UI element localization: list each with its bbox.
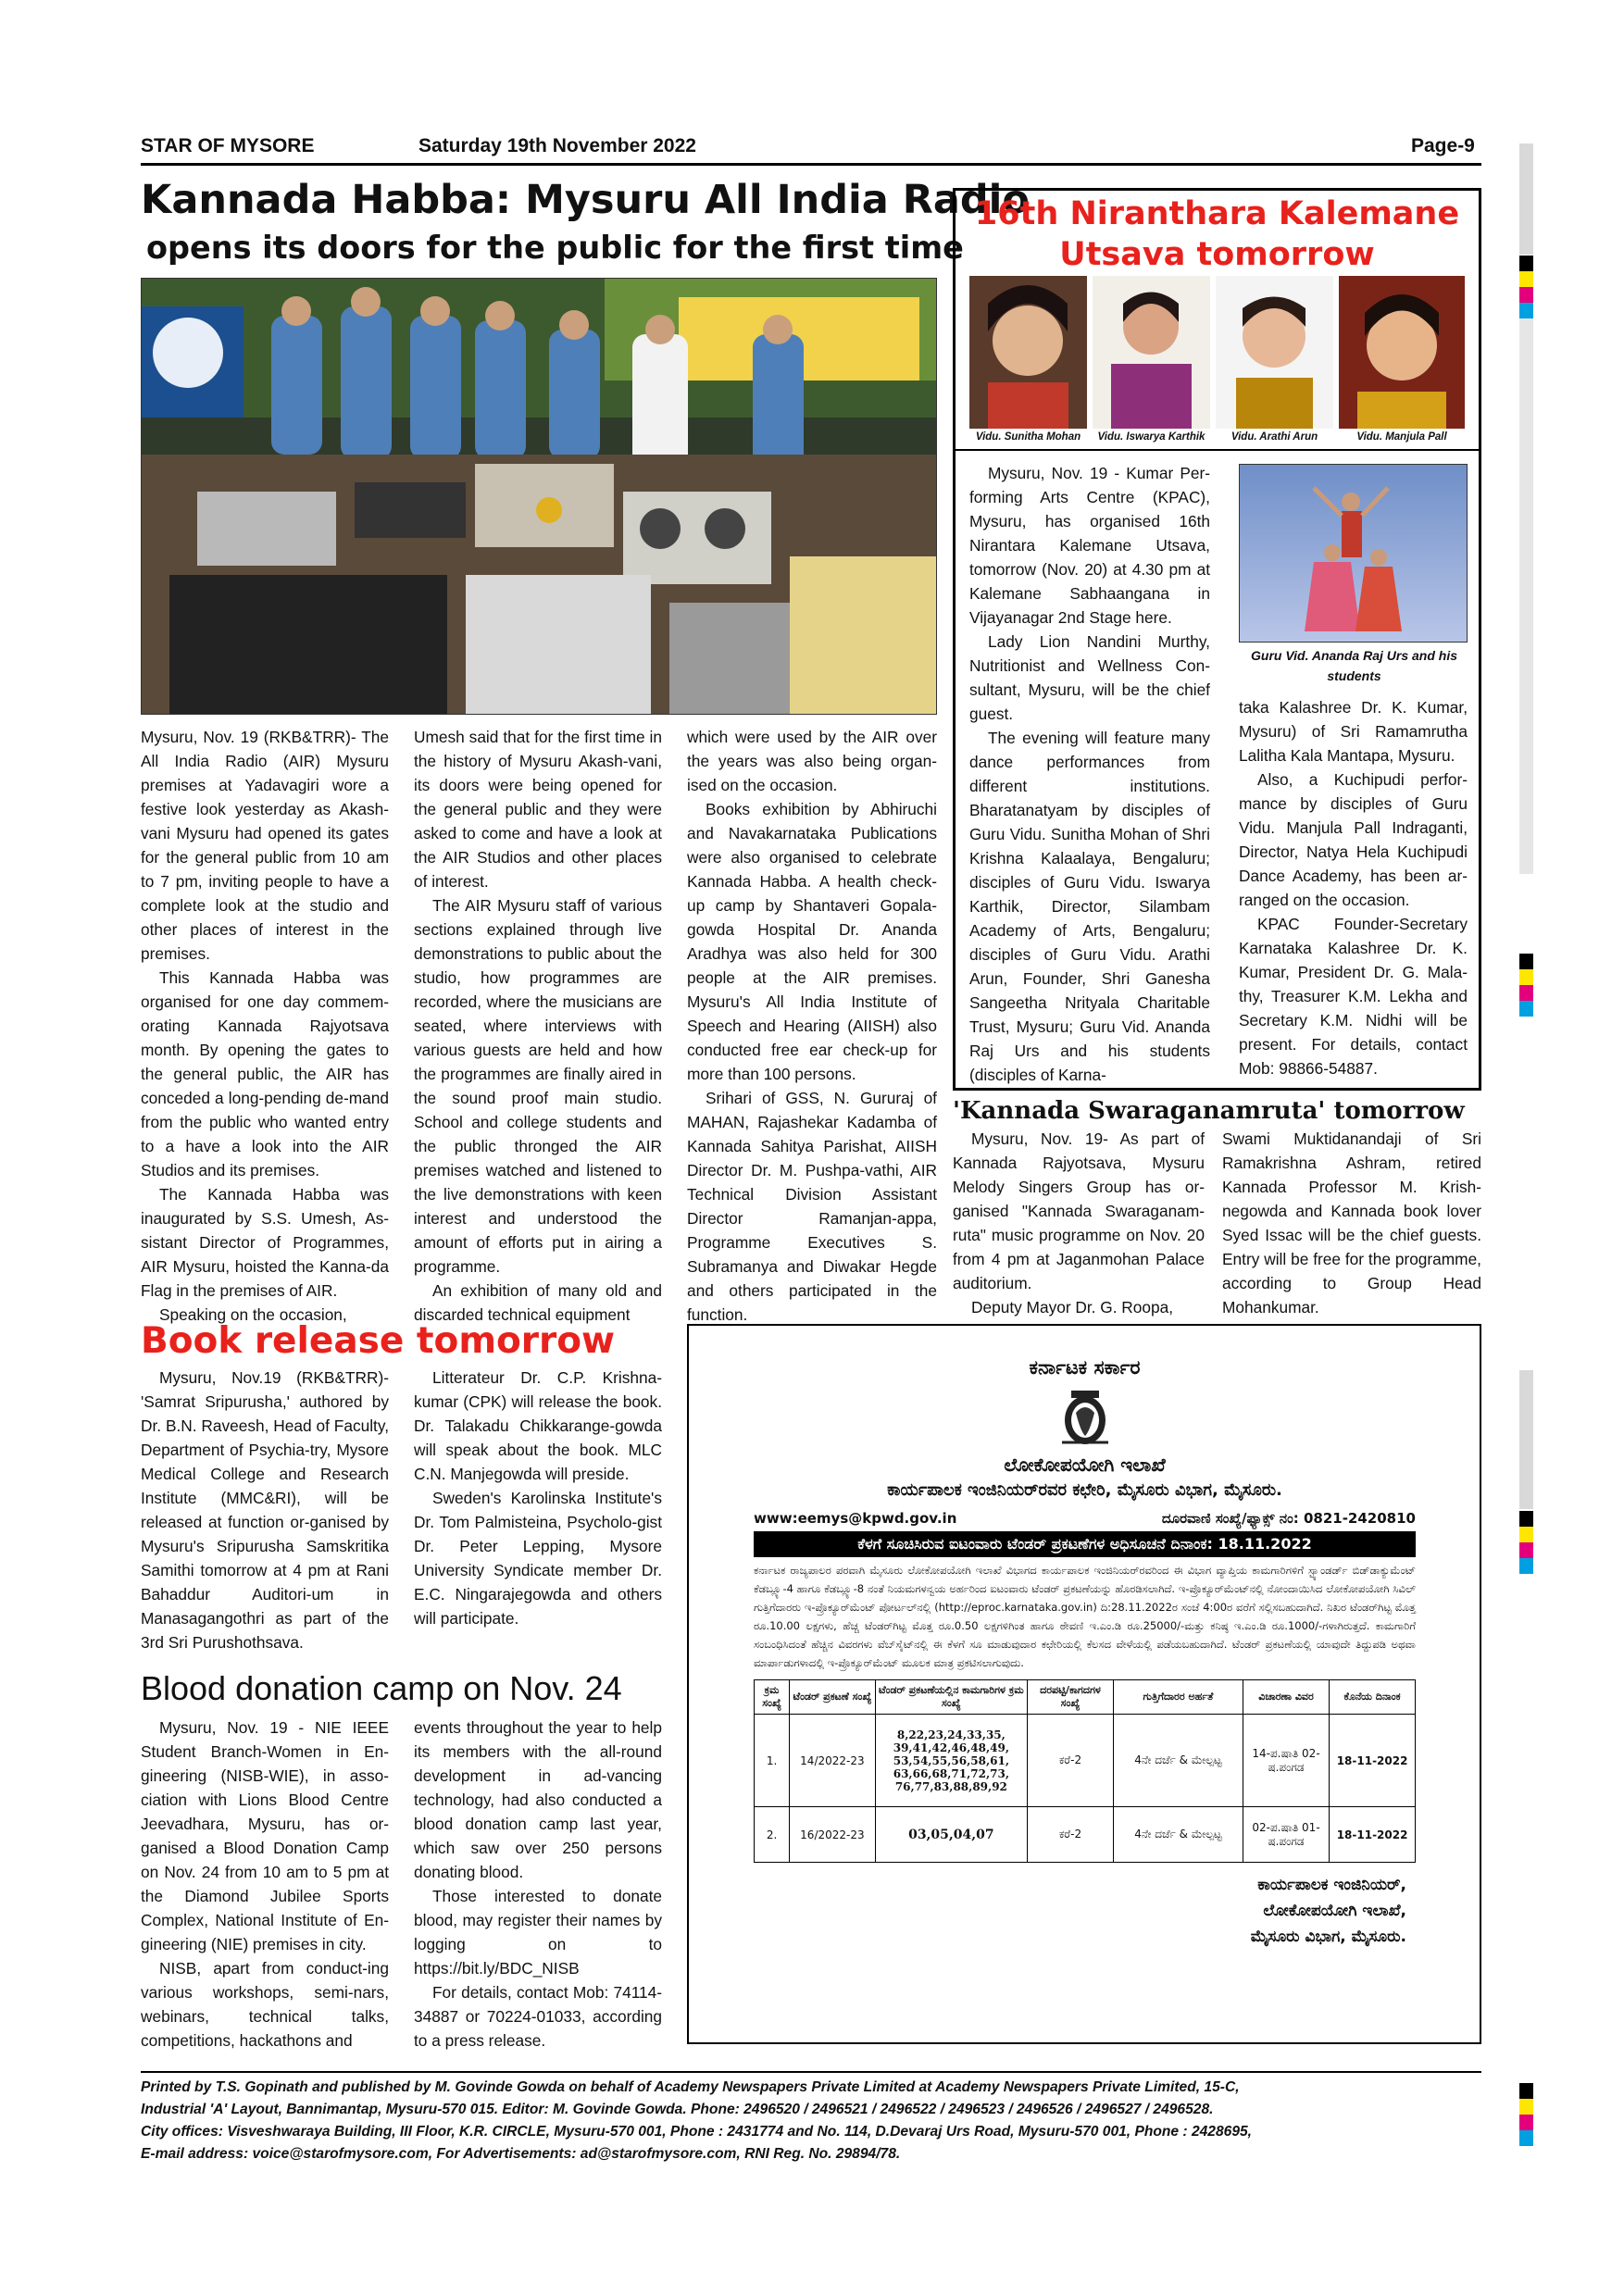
registration-strip-magenta (1519, 1542, 1533, 1558)
table-row (755, 1715, 1416, 1807)
tender-cell: 14/2022-23 (790, 1715, 876, 1807)
air-exhibition-photo (141, 278, 937, 715)
tender-cell: 14-ಪ.ಷಾತಿ 02-ಷ.ಪಂಗಡ (1243, 1715, 1329, 1807)
swara-paragraph: Mysuru, Nov. 19- As part of Kannada Rajyotsava, Mysuru Melody Singers Group has or-ganised "Kannada Swaraganam-ruta" music programme on Nov. 20 from 4 pm at Jaganmohan Palace auditorium. (953, 1129, 1205, 1292)
tender-table-header (755, 1680, 1416, 1715)
tender-col-header: ಟೆಂಡರ್ ಪ್ರಕಟಣೆಯಲ್ಲಿನ ಕಾಮಗಾರಿಗಳ ಕ್ರಮ ಸಂಖ್ಯೆ (875, 1680, 1027, 1715)
air-paragraph: Books exhibition by Abhiruchi and Navakarnataka Publications were also organised to celebrate Kannada Habba. A health check-up camp by Shantaveri Gopala-gowda Hospital Dr. Ananda Aradhya was also held for 300 people at the AIR premises. Mysuru's All India Institute of Speech and Hearing (AIISH) also conducted free ear check-up for more than 100 persons. (687, 800, 937, 1083)
tender-cell: 1. (755, 1715, 790, 1807)
tender-table (754, 1679, 1416, 1863)
caption-manjula-pall: Vidu. Manjula Pall (1356, 431, 1447, 443)
registration-strip-black (1519, 256, 1533, 271)
kalemane-headline-sub: Utsava tomorrow (1059, 236, 1375, 273)
air-headline-main: Kannada Habba: Mysuru All India Radio (141, 177, 1030, 223)
kalemane-paragraph: taka Kalashree Dr. K. Kumar, Mysuru) of Sri Ramamrutha Lalitha Kala Mantapa, Mysuru. (1239, 698, 1468, 765)
table-row (755, 1807, 1416, 1863)
registration-strip-yellow (1519, 1527, 1533, 1542)
air-column-2 (414, 725, 662, 1327)
registration-strip-cyan (1519, 2130, 1533, 2146)
blood-column-2 (414, 1716, 662, 2053)
air-paragraph: Speaking on the occasion, (159, 1305, 347, 1324)
portrait-iswarya-karthik (1093, 276, 1210, 429)
swara-column-1 (953, 1127, 1205, 1319)
signature-line: ಮೈಸೂರು ವಿಭಾಗ, ಮೈಸೂರು. (1250, 1928, 1406, 1946)
air-paragraph: An exhibition of many old and discarded technical equipment (414, 1281, 662, 1324)
air-column-1 (141, 725, 389, 1327)
blood-paragraph: NISB, apart from conduct-ing various workshops, semi-nars, webinars, technical talks, competitions, hackathons and (141, 1959, 389, 2050)
registration-strip-yellow (1519, 2099, 1533, 2115)
tender-body: ಕರ್ನಾಟಕ ರಾಜ್ಯಪಾಲರ ಪರವಾಗಿ ಮೈಸೂರು ಲೋಕೋಪಯೋಗಿ ಇಲಾಖೆ ವಿಭಾಗದ ಕಾರ್ಯಪಾಲಕ ಇಂಜಿನಿಯರ್‌ರವರಿಂದ ಈ ವಿಭಾಗ ವ್ಯಾಪ್ತಿಯ ಕಾಮಗಾರಿಗಳಿಗೆ ಸ್ಟ್ಯಾಂಡರ್ಡ್ ಬಿಡ್‌ಡಾಕ್ಯುಮೆಂಟ್ ಕೆಡಬ್ಲ್ಯೂ-4 ಹಾಗೂ ಕೆಡಬ್ಲ್ಯೂ-8 ನಂತೆ ನಿಯಮಗಳನ್ವಯ ಅರ್ಹರಿಂದ ಐಟಂವಾರು ಟೆಂಡರ್ ಪ್ರಕಟಣೆಯನ್ನು ಹೊರಡಿಸಲಾಗಿದೆ. ಇ-ಪ್ರೊಕ್ಯೂರ್‌ಮೆಂಟ್‌ನಲ್ಲಿ ನೋಂದಾಯಿಸಿದ ಲೋಕೋಪಯೋಗಿ ಸಿವಿಲ್ ಗುತ್ತಿಗೆದಾರರು ಇ-ಪ್ರೊಕ್ಯೂರ್‌ಮೆಂಟ್ ಪೋರ್ಟಲ್‌ನಲ್ಲಿ (http://eproc.karnataka.gov.in) ದಿ:28.11.2022ರ ಸಂಜೆ 4:00ರ ವರೆಗೆ ಸಲ್ಲಿಸಬಹುದಾಗಿದೆ. ನಿಖರ ಟೆಂಡರ್‌ಗಿಟ್ಟ ಮೊತ್ತ ರೂ.10.00 ಲಕ್ಷಗಳು, ಹೆಚ್ಚ ಟೆಂಡರ್‌ಗಿಟ್ಟ ಮೊತ್ತ ರೂ.0.50 ಲಕ್ಷಗಳಿಗಿಂತ ಹಾಗೂ ಠೇವಣಿ ಇ.ಎಂ.ಡಿ ರೂ.25000/-ಮತ್ತು ಕನಿಷ್ಠ ಇ.ಎಂ.ಡಿ ರೂ.1000/-ಗಳಾಗಿರುತ್ತದೆ. ಕಾಮಗಾರಿಗೆ ಸಂಬಂಧಿಸಿದಂತೆ ಹೆಚ್ಚಿನ ವಿವರಗಳು ವೆಬ್‌ಸೈಟ್‌ನಲ್ಲಿ ಈ ಕೆಳಗೆ ಸೂ ಮಾಡುವುದಾರ ಕಛೇರಿಯಲ್ಲಿ ಕೆಲಸದ ವೇಳೆಯಲ್ಲಿ ಪಡೆಯಬಹುದಾಗಿದೆ. ಟೆಂಡರ್ ಪ್ರಕಟಣೆಯಲ್ಲಿ ಯಾವುದೇ ತಿದ್ದುಪಡಿ ಅಥವಾ ಮಾರ್ಪಾಡುಗಳಾದಲ್ಲಿ ಇ-ಪ್ರೊಕ್ಯೂರ್‌ಮೆಂಟ್ ಮೂಲಕ ಮಾತ್ರ ಪ್ರಕಟಿಸಲಾಗುವುದು. (754, 1564, 1416, 1669)
tender-col-header: ದರಪಟ್ಟಿ/ಕಾಗದಗಳ ಸಂಖ್ಯೆ (1028, 1680, 1114, 1715)
blood-paragraph: Those interested to donate blood, may register their names by logging on to https://bit.ly/BDC_NISB (414, 1887, 662, 1978)
portrait-sunitha-mohan (969, 276, 1087, 429)
book-headline: Book release tomorrow (141, 1320, 616, 1362)
air-paragraph: Umesh said that for the first time in the history of Mysuru Akash-vani, its doors were being opened for the general public and they were asked to come and have a look at the AIR Studios and other places of interest. (414, 728, 662, 891)
tender-cell: 8,22,23,24,33,35, 39,41,42,46,48,49, 53,54,55,56,58,61, 63,66,68,71,72,73, 76,77,83,88,89,92 (875, 1715, 1027, 1807)
tender-cell: 4ನೇ ದರ್ಜೆ & ಮೇಲ್ಪಟ್ಟ (1113, 1807, 1243, 1863)
registration-strip-gray (1519, 318, 1533, 874)
registration-strip-yellow (1519, 969, 1533, 985)
tender-cell: 18-11-2022 (1330, 1807, 1416, 1863)
kalemane-column-1 (969, 461, 1210, 1087)
book-paragraph: Sweden's Karolinska Institute's Dr. Tom Palmisteina, Psycholo-gist Dr. Peter Lepping, Mysore University Syndicate member Dr. E.C. Ningarajegowda and others will participate. (414, 1489, 662, 1628)
tender-signature (754, 1872, 1416, 1950)
tender-email: www:eemys@kpwd.gov.in (754, 1510, 957, 1527)
caption-rule (956, 449, 1479, 451)
air-headline-sub: opens its doors for the public for the first time (146, 230, 964, 266)
signature-line: ಲೋಕೋಪಯೋಗಿ ಇಲಾಖೆ, (1263, 1902, 1406, 1920)
kalemane-paragraph: Mysuru, Nov. 19 - Kumar Per-forming Arts Centre (KPAC), Mysuru, has organised 16th Nirantara Kalemane Utsava, tomorrow (Nov. 20) at 4.30 pm at Kalemane Sabhaangana in Vijayanagar 2nd Stage here. (969, 464, 1210, 627)
swara-headline: 'Kannada Swaraganamruta' tomorrow (953, 1097, 1465, 1125)
air-column-3 (687, 725, 937, 1327)
imprint-rule (141, 2071, 1481, 2073)
book-paragraph: Mysuru, Nov.19 (RKB&TRR)- 'Samrat Sripurusha,' authored by Dr. B.N. Raveesh, Head of Faculty, Department of Psychia-try, Mysore Medical College and Research Institute (MMC&RI), will be released at function or-ganised by Mysuru's Sripurusha Samskritika Samithi tomorrow at 4 pm at Rani Bahaddur Auditori-um in Manasagangothri as part of the 3rd Sri Purushothsava. (141, 1368, 389, 1652)
tender-col-header: ಗುತ್ತಿಗೆದಾರರ ಅರ್ಹತೆ (1113, 1680, 1243, 1715)
caption-sunitha-mohan: Vidu. Sunitha Mohan (975, 431, 1081, 443)
blood-headline: Blood donation camp on Nov. 24 (141, 1669, 622, 1707)
swara-paragraph: Deputy Mayor Dr. G. Roopa, (971, 1298, 1174, 1316)
kalemane-paragraph: KPAC Founder-Secretary Karnataka Kalashree Dr. K. Kumar, President Dr. G. Mala-thy, Treasurer K.M. Lekha and Secretary K.M. Nidhi will be present. For details, contact Mob: 98866-54887. (1239, 915, 1468, 1078)
air-paragraph: Srihari of GSS, N. Gururaj of MAHAN, Rajashekar Kadamba of Kannada Sahitya Parishat, AIISH Director Dr. M. Pushpa-vathi, AIR Technical Division Assistant Director Ramanjan-appa, Programme Executives S. Subramanya and Diwakar Hegde and others participated in the function. (687, 1089, 937, 1324)
tender-dept: ಲೋಕೋಪಯೋಗಿ ಇಲಾಖೆ (1004, 1454, 1166, 1476)
air-paragraph: Mysuru, Nov. 19 (RKB&TRR)- The All India Radio (AIR) Mysuru premises at Yadavagiri wore a festive look yesterday as Akash-vani Mysuru had opened its gates for the general public from 10 am to 7 pm, inviting people to have a complete look at the studio and other places of interest in the premises. (141, 728, 389, 963)
karnataka-emblem-icon (754, 1385, 1416, 1450)
registration-strip-black (1519, 2083, 1533, 2099)
tender-col-header: ಕೊನೆಯ ದಿನಾಂಕ (1330, 1680, 1416, 1715)
tender-phone: ದೂರವಾಣಿ ಸಂಖ್ಯೆ/ಫ್ಯಾಕ್ಸ್ ನಂ: 0821-2420810 (1161, 1510, 1416, 1527)
kalemane-paragraph: The evening will feature many dance performances from different institutions. Bharatanatyam by disciples of Guru Vidu. Sunitha Mohan of Shri Krishna Kalaalaya, Bengaluru; disciples of Guru Vidu. Iswarya Karthik, Director, Silambam Academy of Arts, Bengaluru; disciples of Guru Vidu. Arathi Arun, Founder, Shri Ganesha Sangeetha Nrityala Charitable Trust, Mysuru; Guru Vid. Ananda Raj Urs and his students (disciples of Karna- (969, 729, 1210, 1084)
tender-notification-bar: ಕೆಳಗೆ ಸೂಚಿಸಿರುವ ಐಟಂವಾರು ಟೆಂಡರ್ ಪ್ರಕಟಣೆಗಳ ಅಧಿಸೂಚನೆ ದಿನಾಂಕ: 18.11.2022 (754, 1531, 1416, 1557)
tender-col-header: ವಿಚಾರಣಾ ವಿವರ (1243, 1680, 1329, 1715)
registration-strip-black (1519, 1511, 1533, 1527)
tender-gov-title: ಕರ್ನಾಟಕ ಸರ್ಕಾರ (1029, 1356, 1141, 1379)
signature-line: ಕಾರ್ಯಪಾಲಕ ಇಂಜಿನಿಯರ್, (1257, 1876, 1406, 1894)
kalemane-paragraph: Also, a Kuchipudi perfor-mance by disciples of Guru Vidu. Manjula Pall Indraganti, Director, Natya Hela Kuchipudi Dance Academy, has been ar-ranged on the occasion. (1239, 770, 1468, 909)
masthead-rule (141, 163, 1481, 166)
dance-illustration (1240, 465, 1468, 643)
imprint-line: E-mail address: voice@starofmysore.com, For Advertisements: ad@starofmysore.com, RNI Reg. No. 29894/78. (141, 2146, 901, 2162)
imprint-line: Industrial 'A' Layout, Bannimantap, Mysuru-570 015. Editor: M. Govinde Gowda. Phone: 2496520 / 2496521 / 2496522 / 2496523 / 2496526 / 2496527 / 2496528. (141, 2102, 1214, 2117)
tender-cell: ಕರೆ-2 (1028, 1807, 1114, 1863)
caption-arathi-arun: Vidu. Arathi Arun (1230, 431, 1318, 443)
air-photo-illustration (142, 279, 937, 715)
registration-strip-cyan (1519, 1558, 1533, 1574)
blood-column-1 (141, 1716, 389, 2053)
imprint-line: Printed by T.S. Gopinath and published by M. Govinde Gowda on behalf of Academy Newspapers Private Limited at Academy Newspapers Private Limited, 15-C, (141, 2079, 1240, 2095)
registration-strip-magenta (1519, 2115, 1533, 2130)
registration-strip-magenta (1519, 985, 1533, 1001)
air-paragraph: The Kannada Habba was inaugurated by S.S. Umesh, As-sistant Director of Programmes, AIR Mysuru, hoisted the Kanna-da Flag in the premises of AIR. (141, 1185, 389, 1300)
tender-cell: ಕರೆ-2 (1028, 1715, 1114, 1807)
tender-contact-row (754, 1507, 1416, 1529)
blood-paragraph: For details, contact Mob: 74114-34887 or 70224-01033, according to a press release. (414, 1983, 662, 2050)
kalemane-column-2 (1239, 695, 1468, 1080)
portrait-manjula-pall (1339, 276, 1465, 429)
book-paragraph: Litterateur Dr. C.P. Krishna-kumar (CPK) will release the book. Dr. Talakadu Chikkarange-gowda will speak about the book. MLC C.N. Manjegowda will preside. (414, 1368, 662, 1483)
registration-strip-magenta (1519, 287, 1533, 303)
tender-cell: 18-11-2022 (1330, 1715, 1416, 1807)
air-paragraph: which were used by the AIR over the years was also being organ-ised on the occasion. (687, 728, 937, 794)
tender-cell: 02-ಪ.ಷಾತಿ 01-ಷ.ಪಂಗಡ (1243, 1807, 1329, 1863)
page-number: Page-9 (1411, 135, 1475, 156)
paper-name: STAR OF MYSORE (141, 135, 315, 156)
tender-cell: 2. (755, 1807, 790, 1863)
kalemane-paragraph: Lady Lion Nandini Murthy, Nutritionist and Wellness Con-sultant, Mysuru, will be the chief guest. (969, 632, 1210, 723)
registration-strip-gray (1519, 1370, 1533, 1509)
portrait-illustration (1216, 276, 1333, 429)
registration-strip-black (1519, 954, 1533, 969)
tender-notice (754, 1354, 1416, 2029)
issue-date: Saturday 19th November 2022 (418, 135, 696, 156)
imprint (141, 2077, 1481, 2165)
tender-col-header: ಕ್ರಮ ಸಂಖ್ಯೆ (755, 1680, 790, 1715)
kalemane-headline-main: 16th Niranthara Kalemane (974, 195, 1460, 232)
swara-paragraph: Swami Muktidanandaji of Sri Ramakrishna Ashram, retired Kannada Professor M. Krish-negowda and Kannada book lover Syed Issac will be the chief guests. Entry will be free for the programme, according to Group Head Mohankumar. (1222, 1129, 1481, 1316)
registration-strip-cyan (1519, 1001, 1533, 1017)
registration-strip-cyan (1519, 303, 1533, 318)
tender-cell: 16/2022-23 (790, 1807, 876, 1863)
portrait-illustration (1093, 276, 1210, 429)
registration-strip-gray (1519, 144, 1533, 255)
dance-photo-caption: Guru Vid. Ananda Raj Urs and his students (1251, 648, 1457, 683)
portrait-illustration (969, 276, 1087, 429)
tender-col-header: ಟೆಂಡರ್ ಪ್ರಕಟಣೆ ಸಂಖ್ಯೆ (790, 1680, 876, 1715)
book-column-2 (414, 1366, 662, 1630)
caption-iswarya-karthik: Vidu. Iswarya Karthik (1097, 431, 1206, 443)
book-column-1 (141, 1366, 389, 1654)
swara-column-2 (1222, 1127, 1481, 1319)
dance-group-photo (1239, 464, 1468, 643)
blood-paragraph: events throughout the year to help its members with the all-round development in ad-vancing technology, had also conducted a blood donation camp last year, which saw over 250 persons donating blood. (414, 1718, 662, 1881)
imprint-line: City offices: Visveshwaraya Building, III Floor, K.R. CIRCLE, Mysuru-570 001, Phone : 2431774 and No. 114, D.Devaraj Urs Road, Mysuru-570 001, Phone : 2428695, (141, 2124, 1252, 2140)
tender-cell: 03,05,04,07 (875, 1807, 1027, 1863)
tender-office: ಕಾರ್ಯಪಾಲಕ ಇಂಜಿನಿಯರ್‌ರವರ ಕಛೇರಿ, ಮೈಸೂರು ವಿಭಾಗ, ಮೈಸೂರು. (887, 1480, 1282, 1500)
air-paragraph: The AIR Mysuru staff of various sections explained through live demonstrations to public about the studio, how programmes are recorded, where the musicians are seated, where interviews with various guests are held and how the programmes are finally aired in the sound proof main studio. School and college students and the public thronged the AIR premises watched and listened to the live demonstrations with keen interest and understood the amount of efforts put in airing a programme. (414, 896, 662, 1276)
portrait-illustration (1339, 276, 1465, 429)
portrait-arathi-arun (1216, 276, 1333, 429)
air-paragraph: This Kannada Habba was organised for one day commem-orating Kannada Rajyotsava month. By opening the gates to the general public, the AIR has conceded a long-pending de-mand from the public who wanted entry to a have a look into the AIR Studios and its premises. (141, 968, 389, 1179)
blood-paragraph: Mysuru, Nov. 19 - NIE IEEE Student Branch-Women in En-gineering (NISB-WIE), in asso-ciation with Lions Blood Centre Jeevadhara, Mysuru, has or-ganised a Blood Donation Camp on Nov. 24 from 10 am to 5 pm at the Diamond Jubilee Sports Complex, National Institute of En-gineering (NIE) premises in city. (141, 1718, 389, 1953)
registration-strip-yellow (1519, 271, 1533, 287)
tender-cell: 4ನೇ ದರ್ಜೆ & ಮೇಲ್ಪಟ್ಟ (1113, 1715, 1243, 1807)
